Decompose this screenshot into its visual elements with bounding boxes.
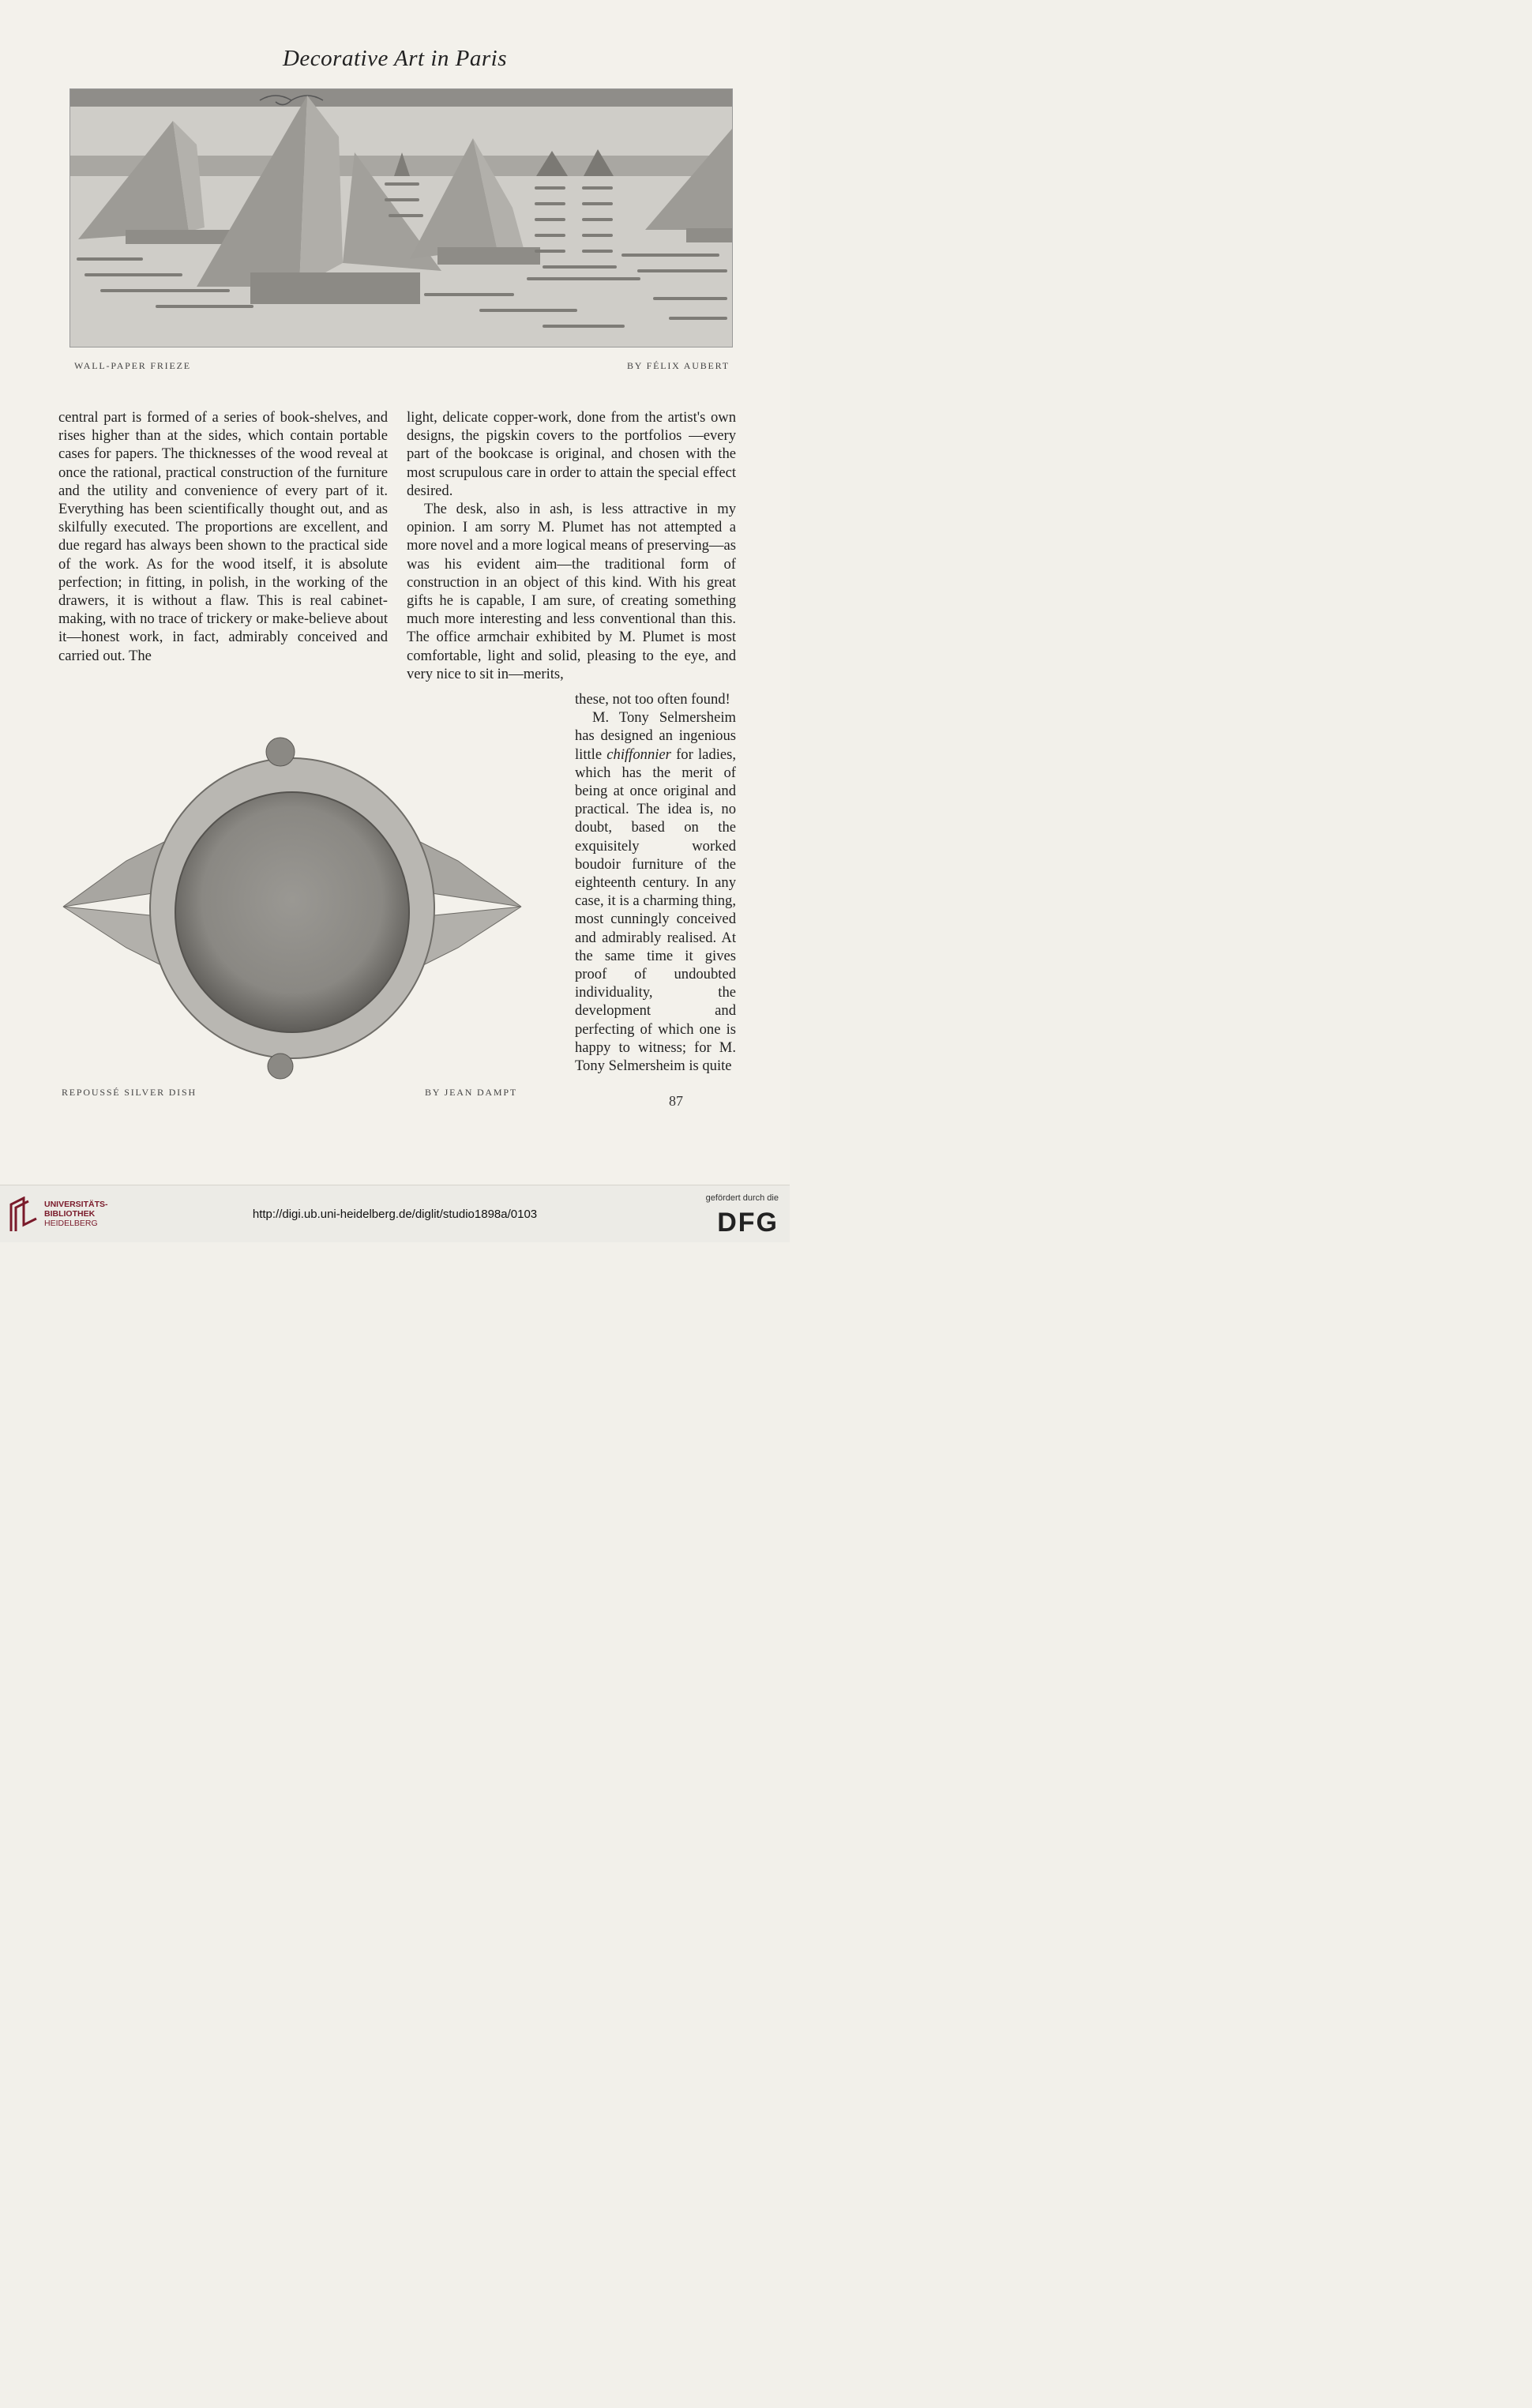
italic-term: chiffonnier xyxy=(606,746,671,763)
right-column xyxy=(407,408,736,683)
library-name-line: UNIVERSITÄTS- xyxy=(44,1200,108,1209)
dish-caption-right: BY JEAN DAMPT xyxy=(425,1087,517,1098)
text-run: for ladies, which has the merit of being at once original and practical. The idea is, no doubt, based on the exquisitely worked boudoir furniture of the eighteenth century. In any case, it is a charming thing, most cunningly conceived and admirably realised. At the same time it gives proof of undoubted individuality, the development and perfecting of which one is happy to witness; for M. Tony Selmersheim is quite xyxy=(575,746,737,1075)
left-column-paragraph: central part is formed of a series of book-shelves, and rises higher than at the sides, which contain portable cases for papers. The thicknesses of the wood reveal at once the rational, practical construction of the furniture and the utility and convenience of every part of it. Everything has been scientifically thought out, and as skilfully executed. The proportions are excellent, and due regard has always been shown to the practical side of the work. As for the wood itself, it is absolute perfection; in fitting, in polish, in the working of the drawers, it is without a flaw. This is real cabinet-making, with no trace of trickery or make-believe about it—honest work, in fact, admirably conceived and carried out. The xyxy=(58,409,388,664)
library-name-line: HEIDELBERG xyxy=(44,1219,98,1228)
silver-dish-illustration xyxy=(55,734,529,1082)
frieze-caption-left: WALL-PAPER FRIEZE xyxy=(74,360,191,371)
dfg-logo: DFG xyxy=(717,1208,779,1238)
text-run: M. Tony Selmersheim has designed an ingenious little xyxy=(575,709,736,763)
right-column-paragraph-1: light, delicate copper-work, done from the artist's own designs, the pigskin covers to the portfolios —every part of the bookcase is original, and chosen with the most scrupulous care in order to attain the special effect desired. xyxy=(407,409,736,499)
library-name-line: BIBLIOTHEK xyxy=(44,1209,96,1219)
page-number: 87 xyxy=(669,1093,683,1109)
left-column xyxy=(58,408,388,665)
running-head: Decorative Art in Paris xyxy=(282,46,507,71)
funded-by-text: gefördert durch die xyxy=(705,1193,779,1203)
frieze-caption-right: BY FÉLIX AUBERT xyxy=(627,360,730,371)
narrow-column xyxy=(575,690,736,1075)
narrow-column-paragraph-2 xyxy=(575,708,736,1075)
narrow-column-paragraph-1: these, not too often found! xyxy=(575,691,730,708)
source-url-link[interactable]: http://digi.ub.uni-heidelberg.de/diglit/studio1898a/0103 xyxy=(252,1208,538,1221)
dish-caption-left: REPOUSSÉ SILVER DISH xyxy=(62,1087,197,1098)
right-column-paragraph-2: The desk, also in ash, is less attractive in my opinion. I am sorry M. Plumet has not attempted a more novel and a more logical means of preserving—as was his evident aim—the traditional form of construction in an object of this kind. With his great gifts he is capable, I am sure, of creating something much more interesting and less conventional than this. The office armchair exhibited by M. Plumet is most comfortable, light and solid, pleasing to the eye, and very nice to sit in—merits, xyxy=(407,501,736,682)
wallpaper-frieze-illustration xyxy=(69,88,733,347)
page xyxy=(0,0,790,1185)
footer-bar xyxy=(0,1185,790,1242)
